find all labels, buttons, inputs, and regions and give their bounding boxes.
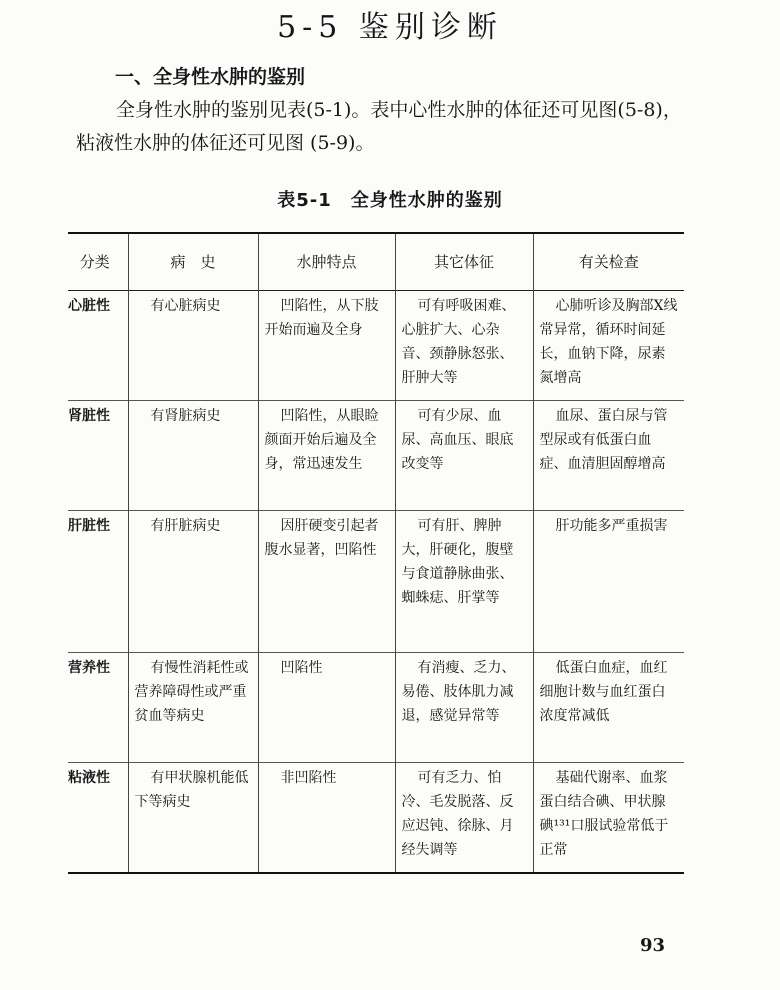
- table-row: [68, 653, 684, 763]
- cell-text: 因肝硬变引起者腹水显著，凹陷性: [264, 518, 379, 558]
- related-tests-cell: [533, 401, 684, 511]
- cell-text: 非凹陷性: [280, 770, 337, 786]
- cell-text: 可有少尿、血尿、高血压、眼底改变等: [401, 408, 514, 472]
- edema-feature-cell: [258, 653, 395, 763]
- cell-text: 有甲状腺机能低下等病史: [134, 770, 249, 810]
- history-cell: [128, 511, 258, 653]
- edema-feature-cell: [258, 511, 395, 653]
- subsection-title: 一、全身性水肿的鉴别: [115, 66, 306, 88]
- header-other-signs: 其它体征: [395, 233, 533, 291]
- other-signs-cell: [395, 401, 533, 511]
- category-cell: 肝脏性: [68, 518, 110, 534]
- table-row: [68, 763, 684, 874]
- cell-text: 凹陷性: [280, 660, 323, 676]
- table-row: [68, 511, 684, 653]
- related-tests-cell: [533, 653, 684, 763]
- cell-text: 有慢性消耗性或营养障碍性或严重贫血等病史: [134, 660, 249, 724]
- intro-paragraph: 全身性水肿的鉴别见表(5-1)。表中心性水肿的体征还可见图(5-8)，粘液性水肿的体征还可见图 (5-9)。: [76, 99, 682, 154]
- category-cell: 心脏性: [68, 298, 110, 314]
- cell-text: 低蛋白血症，血红细胞计数与血红蛋白浓度常减低: [539, 660, 668, 724]
- cell-text: 凹陷性，从下肢开始而遍及全身: [264, 298, 379, 338]
- differential-table: [68, 232, 684, 874]
- category-cell: 营养性: [68, 660, 110, 676]
- other-signs-cell: [395, 763, 533, 874]
- cell-text: 血尿、蛋白尿与管型尿或有低蛋白血症、血清胆固醇增高: [539, 408, 668, 472]
- other-signs-cell: [395, 511, 533, 653]
- cell-text: 凹陷性，从眼睑颜面开始后遍及全身，常迅速发生: [264, 408, 379, 472]
- edema-feature-cell: [258, 401, 395, 511]
- cell-text: 可有肝、脾肿大，肝硬化，腹壁与食道静脉曲张、蜘蛛痣、肝掌等: [401, 518, 514, 606]
- header-related-tests: 有关检查: [533, 233, 684, 291]
- history-cell: [128, 401, 258, 511]
- other-signs-cell: [395, 653, 533, 763]
- cell-text: 有消瘦、乏力、易倦、肢体肌力减退，感觉异常等: [401, 660, 516, 724]
- cell-text: 有心脏病史: [150, 298, 221, 314]
- cell-text: 有肾脏病史: [150, 408, 221, 424]
- header-edema-feature: 水肿特点: [258, 233, 395, 291]
- related-tests-cell: [533, 511, 684, 653]
- cell-text: 有肝脏病史: [150, 518, 221, 534]
- table-row: [68, 291, 684, 401]
- history-cell: [128, 763, 258, 874]
- cell-text: 基础代谢率、血浆蛋白结合碘、甲状腺碘¹³¹口服试验常低于正常: [539, 770, 669, 858]
- table-header-row: [68, 233, 684, 291]
- cell-text: 可有乏力、怕冷、毛发脱落、反应迟钝、徐脉、月经失调等: [401, 770, 514, 858]
- edema-feature-cell: [258, 763, 395, 874]
- page-number: 93: [640, 935, 666, 956]
- table-caption: 表5-1 全身性水肿的鉴别: [277, 190, 503, 211]
- other-signs-cell: [395, 291, 533, 401]
- related-tests-cell: [533, 291, 684, 401]
- category-cell: 粘液性: [68, 770, 110, 786]
- cell-text: 肝功能多严重损害: [555, 518, 668, 534]
- table-row: [68, 401, 684, 511]
- header-history: 病 史: [128, 233, 258, 291]
- history-cell: [128, 291, 258, 401]
- category-cell: 肾脏性: [68, 408, 110, 424]
- history-cell: [128, 653, 258, 763]
- edema-feature-cell: [258, 291, 395, 401]
- header-category: 分类: [79, 253, 110, 271]
- cell-text: 心肺听诊及胸部X线常异常，循环时间延长，血钠下降，尿素氮增高: [539, 298, 678, 386]
- section-title: 5-5 鉴别诊断: [277, 10, 503, 45]
- related-tests-cell: [533, 763, 684, 874]
- cell-text: 可有呼吸困难、心脏扩大、心杂音、颈静脉怒张、肝肿大等: [401, 298, 516, 386]
